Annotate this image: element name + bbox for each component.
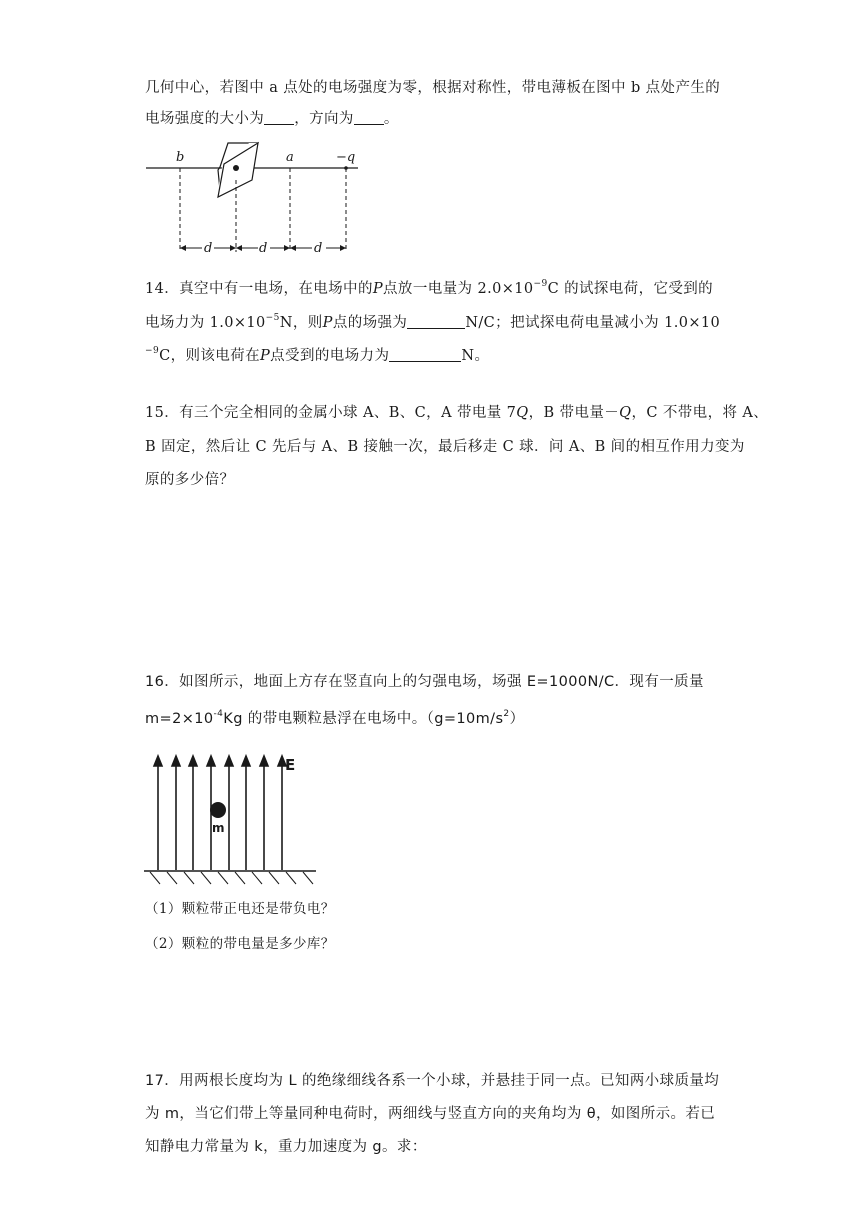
label-d-2: d <box>259 241 268 256</box>
label-E: E <box>285 756 296 774</box>
q14-text-line-1: 14．真空中有一电场，在电场中的P点放一电量为 $2.0\times 10^{-9}C$ 的试探电荷，它受到的 <box>145 279 714 297</box>
q16-figure <box>140 752 320 886</box>
charged-particle <box>210 802 226 818</box>
q13-figure <box>140 140 370 265</box>
label-b: b <box>176 150 185 165</box>
q14-text-line-2: 电场力为 $1.0\times 10^{-5}N$，则P点的场强为 N/C；把试探电荷电量减小为 1.0×10 <box>145 313 721 331</box>
q16-sub-question-2: （2）颗粒的带电量是多少库？ <box>145 936 335 952</box>
answer-blank[interactable] <box>264 110 294 126</box>
answer-blank[interactable] <box>407 314 465 330</box>
q17-text-line-3: 知静电力常量为 k，重力加速度为 g。求： <box>145 1139 427 1155</box>
q17-text-line-1: 17．用两根长度均为 L 的绝缘细线各系一个小球，并悬挂于同一点。已知两小球质量均 <box>145 1073 720 1089</box>
q15-text-line-2: B 固定，然后让 C 先后与 A、B 接触一次，最后移走 C 球．问 A、B 间的相互作用力变为 <box>145 439 745 455</box>
q16-text-line-2: $m=2\times 10^{-4}Kg$ 的带电颗粒悬浮在电场中。$(g=10m/s^2)$ <box>145 709 525 727</box>
label-d-1: d <box>204 241 213 256</box>
q13-text-line-2: 电场强度的大小为 ，方向为 。 <box>145 111 399 127</box>
label-d-3: d <box>314 241 323 256</box>
label-a: a <box>286 150 294 165</box>
q15-text-line-3: 原的多少倍？ <box>145 472 235 488</box>
answer-blank[interactable] <box>389 347 461 363</box>
q14-text-line-3: $^{-9}$C，则该电荷在P点受到的电场力为 N。 <box>145 346 490 364</box>
q15-text-line-1: 15．有三个完全相同的金属小球 A、B、C，A 带电量 7Q，B 带电量－Q，C 不带电，将 A、 <box>145 405 769 421</box>
label-m: m <box>212 821 225 835</box>
answer-blank[interactable] <box>354 110 384 126</box>
q16-sub-question-1: （1）颗粒带正电还是带负电？ <box>145 901 335 917</box>
q13-text-line-1: 几何中心，若图中 a 点处的电场强度为零，根据对称性，带电薄板在图中 b 点处产生的 <box>145 80 721 96</box>
plate-center-dot <box>233 165 239 171</box>
label-minus-q: −q <box>336 150 356 165</box>
q17-text-line-2: 为 m，当它们带上等量同种电荷时，两细线与竖直方向的夹角均为 θ，如图所示。若已 <box>145 1106 716 1122</box>
q16-text-line-1: 16．如图所示，地面上方存在竖直向上的匀强电场，场强 E=1000N/C．现有一质量 <box>145 674 704 690</box>
